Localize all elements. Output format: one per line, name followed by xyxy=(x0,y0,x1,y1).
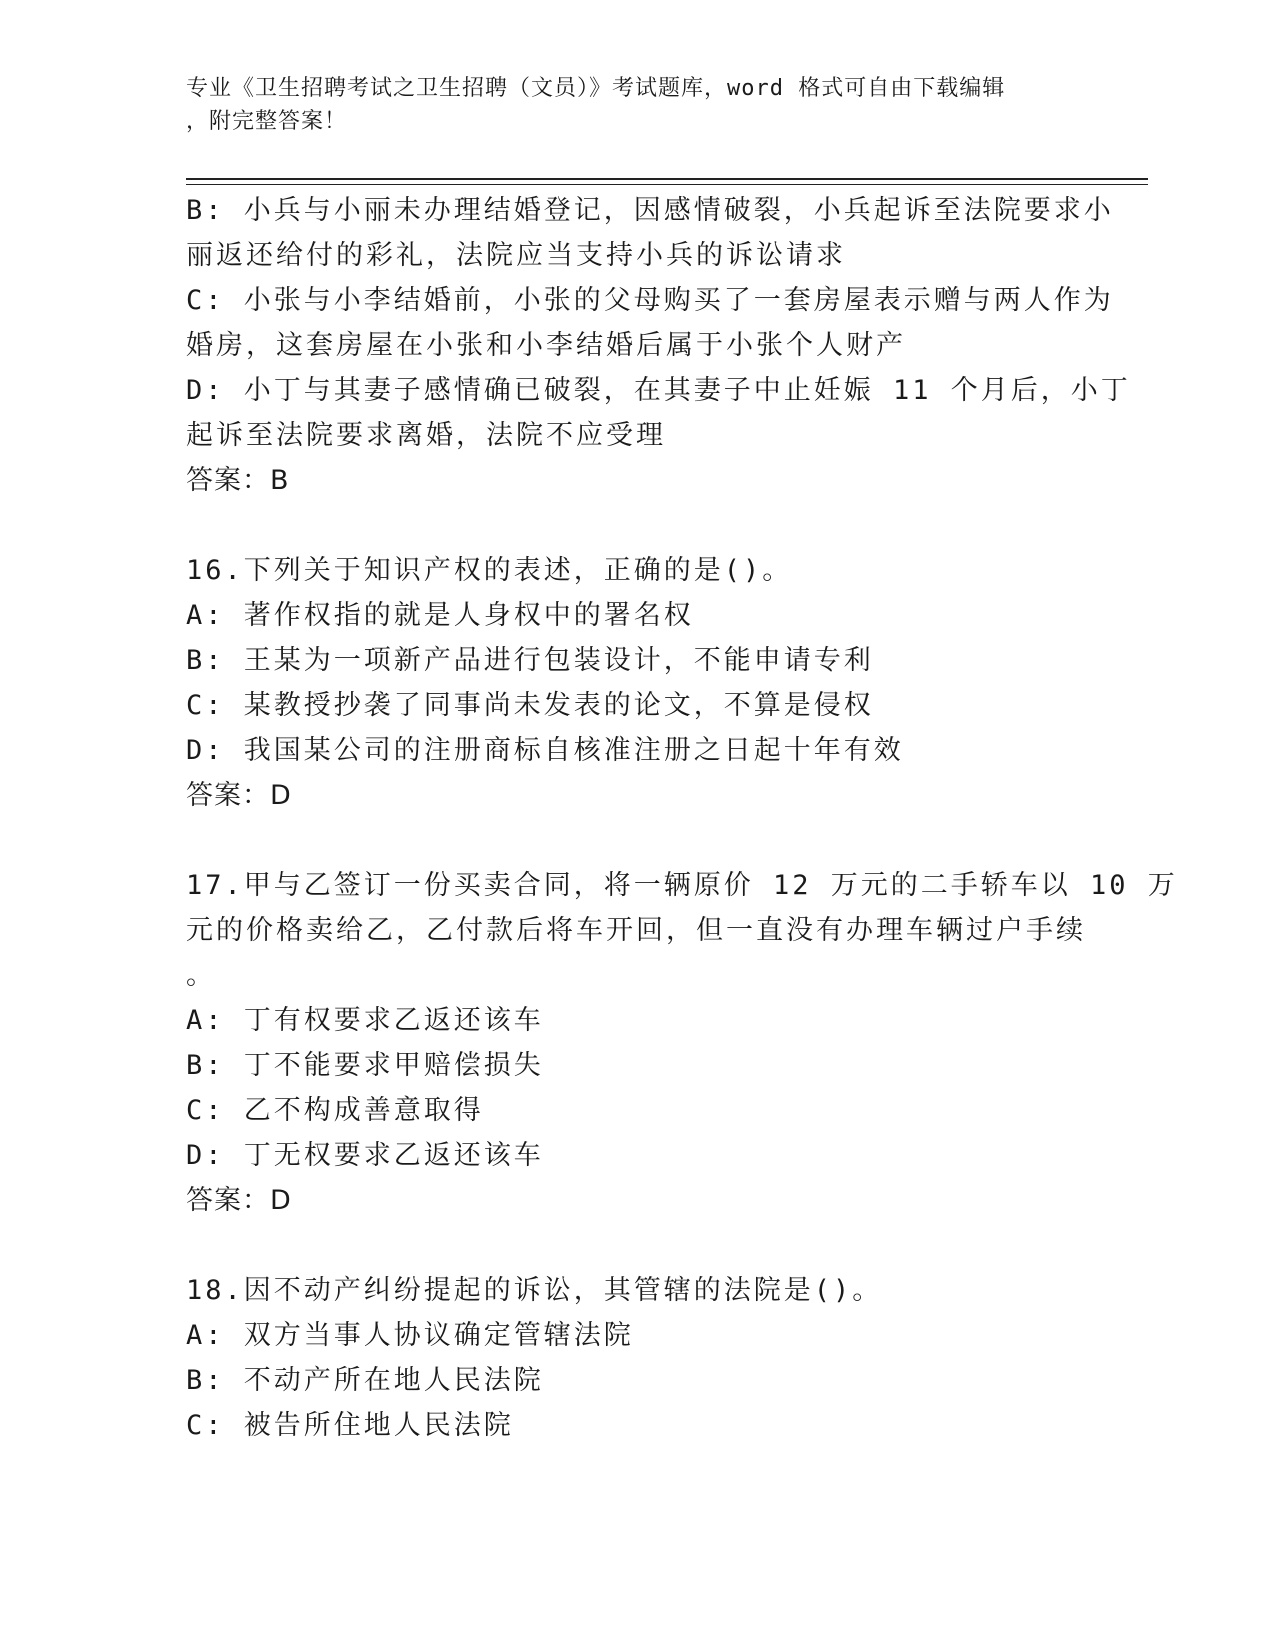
header-rule-thin xyxy=(186,184,1148,185)
question-content xyxy=(186,188,1178,1448)
q17-stem-line1: 17.甲与乙签订一份买卖合同，将一辆原价 12 万元的二手轿车以 10 万 xyxy=(186,870,1178,901)
header-rule-thick xyxy=(186,178,1148,180)
q15-option-d-line1: D: 小丁与其妻子感情确已破裂，在其妻子中止妊娠 11 个月后，小丁 xyxy=(186,375,1131,406)
q15-answer: 答案：B xyxy=(186,465,290,496)
q17-answer: 答案：D xyxy=(186,1185,292,1216)
q18-stem: 18.因不动产纠纷提起的诉讼，其管辖的法院是()。 xyxy=(186,1275,883,1306)
q15-option-c-line2: 婚房，这套房屋在小张和小李结婚后属于小张个人财产 xyxy=(186,330,906,361)
q16-option-c: C: 某教授抄袭了同事尚未发表的论文，不算是侵权 xyxy=(186,690,874,721)
q16-option-a: A: 著作权指的就是人身权中的署名权 xyxy=(186,600,694,631)
question-17 xyxy=(186,863,1178,1223)
q16-option-b: B: 王某为一项新产品进行包装设计，不能申请专利 xyxy=(186,645,874,676)
q17-option-b: B: 丁不能要求甲赔偿损失 xyxy=(186,1050,544,1081)
q17-option-a: A: 丁有权要求乙返还该车 xyxy=(186,1005,544,1036)
q17-stem-line2: 元的价格卖给乙，乙付款后将车开回，但一直没有办理车辆过户手续 xyxy=(186,915,1086,946)
question-15-continued xyxy=(186,188,1131,503)
q15-option-b-line2: 丽返还给付的彩礼，法院应当支持小兵的诉讼请求 xyxy=(186,240,846,271)
q15-option-b-line1: B: 小兵与小丽未办理结婚登记，因感情破裂，小兵起诉至法院要求小 xyxy=(186,195,1114,226)
q16-stem: 16.下列关于知识产权的表述，正确的是()。 xyxy=(186,555,793,586)
header-line-2: ，附完整答案！ xyxy=(186,109,348,134)
question-18 xyxy=(186,1268,1086,1448)
q18-option-b: B: 不动产所在地人民法院 xyxy=(186,1365,544,1396)
question-16 xyxy=(186,548,1086,818)
q16-option-d: D: 我国某公司的注册商标自核准注册之日起十年有效 xyxy=(186,735,904,766)
q18-option-a: A: 双方当事人协议确定管辖法院 xyxy=(186,1320,634,1351)
q17-option-d: D: 丁无权要求乙返还该车 xyxy=(186,1140,544,1171)
q16-answer: 答案：D xyxy=(186,780,292,811)
q17-stem-line3: 。 xyxy=(186,960,216,991)
q17-option-c: C: 乙不构成善意取得 xyxy=(186,1095,484,1126)
q18-option-c: C: 被告所住地人民法院 xyxy=(186,1410,514,1441)
document-header xyxy=(186,72,1066,138)
header-line-1: 专业《卫生招聘考试之卫生招聘（文员）》考试题库，word 格式可自由下载编辑 xyxy=(186,76,1006,101)
q15-option-c-line1: C: 小张与小李结婚前，小张的父母购买了一套房屋表示赠与两人作为 xyxy=(186,285,1114,316)
q15-option-d-line2: 起诉至法院要求离婚，法院不应受理 xyxy=(186,420,666,451)
